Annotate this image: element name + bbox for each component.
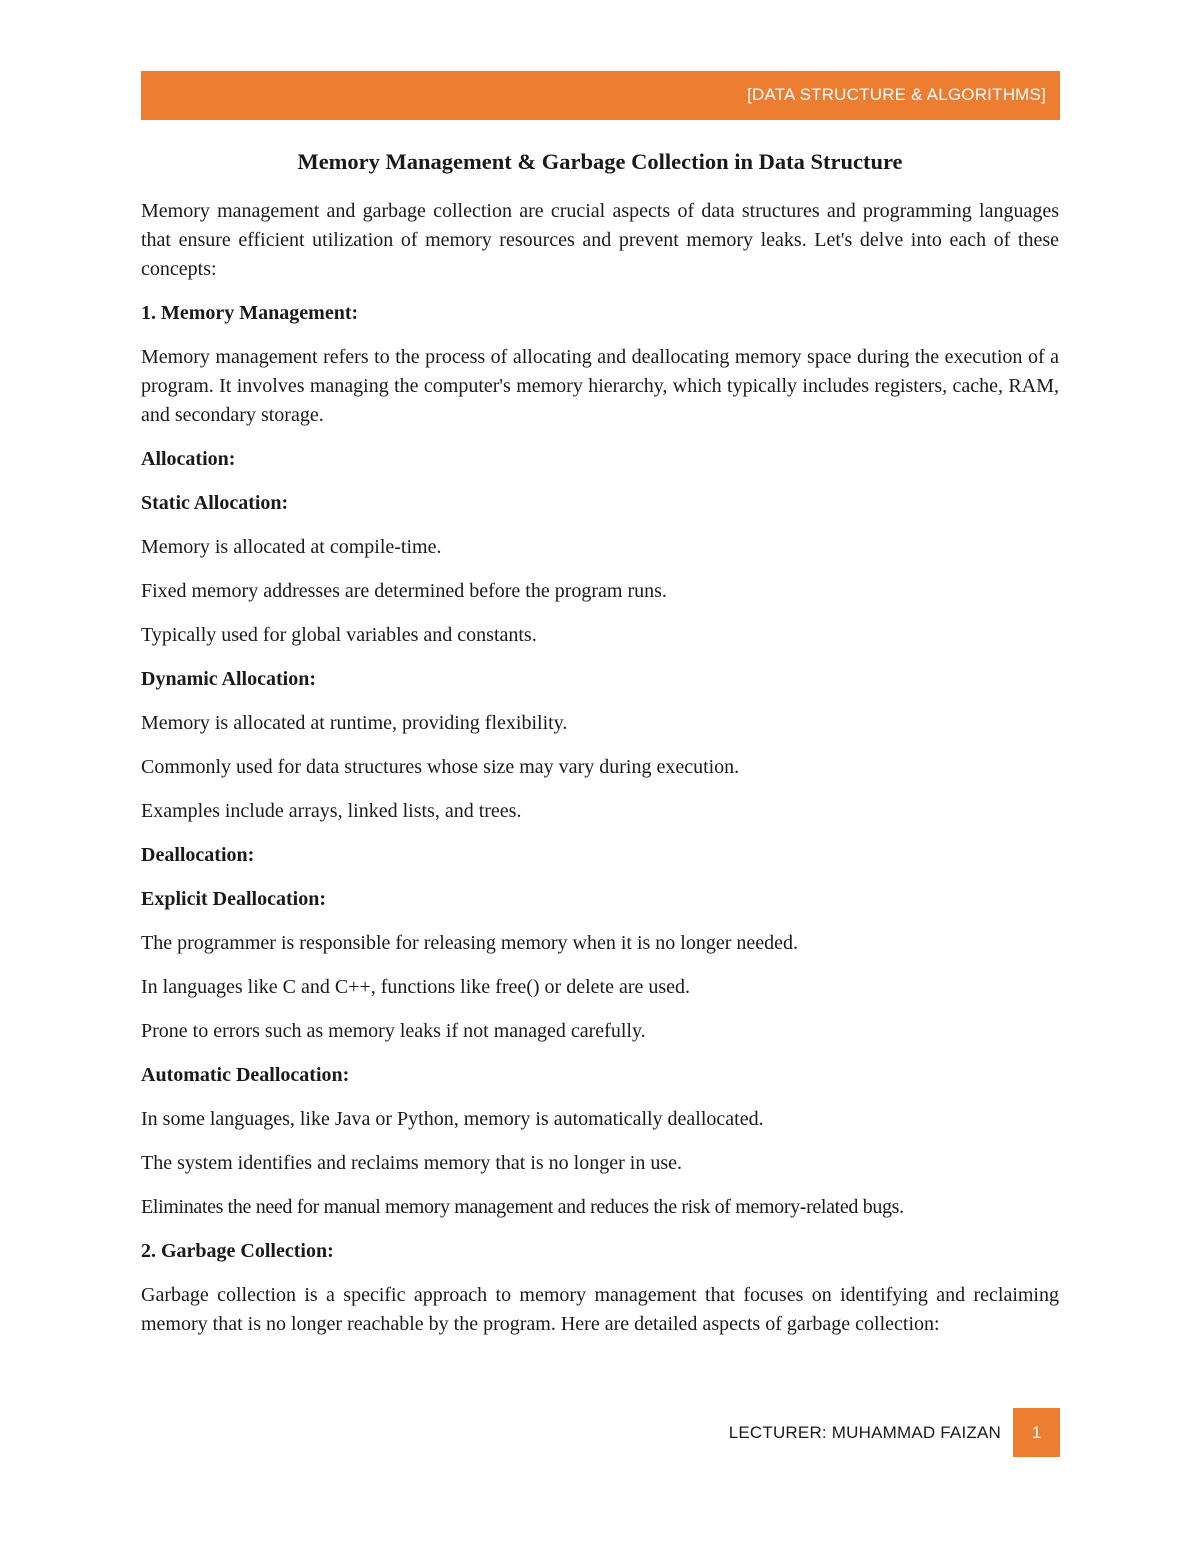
static-allocation-line: Memory is allocated at compile-time. bbox=[141, 536, 442, 558]
dynamic-allocation-line: Commonly used for data structures whose size may vary during execution. bbox=[141, 756, 740, 778]
document-body bbox=[141, 146, 1059, 1354]
garbage-collection-paragraph: Garbage collection is a specific approach to memory management that focuses on identifying and reclaiming memory that is no longer reachable by the program. Here are detailed aspects of garbage collection: bbox=[141, 1284, 1059, 1335]
header-label: [DATA STRUCTURE & ALGORITHMS] bbox=[747, 85, 1046, 104]
explicit-deallocation-line: The programmer is responsible for releasing memory when it is no longer needed. bbox=[141, 932, 799, 954]
dynamic-allocation-line: Memory is allocated at runtime, providing flexibility. bbox=[141, 712, 568, 734]
allocation-heading: Allocation: bbox=[141, 448, 236, 470]
static-allocation-line: Fixed memory addresses are determined before the program runs. bbox=[141, 580, 667, 602]
automatic-deallocation-line: In some languages, like Java or Python, memory is automatically deallocated. bbox=[141, 1108, 764, 1130]
intro-paragraph: Memory management and garbage collection are crucial aspects of data structures and programming languages that ensure efficient utilization of memory resources and prevent memory leaks. Let's delve into each of these concepts: bbox=[141, 200, 1059, 280]
header-bar bbox=[141, 71, 1060, 120]
memory-management-paragraph: Memory management refers to the process of allocating and deallocating memory space during the execution of a program. It involves managing the computer's memory hierarchy, which typically includes registers, cache, RAM, and secondary storage. bbox=[141, 346, 1059, 426]
explicit-deallocation-heading: Explicit Deallocation: bbox=[141, 888, 326, 910]
automatic-deallocation-line: The system identifies and reclaims memory that is no longer in use. bbox=[141, 1152, 682, 1174]
automatic-deallocation-line: Eliminates the need for manual memory management and reduces the risk of memory-related bugs. bbox=[141, 1196, 904, 1218]
explicit-deallocation-line: In languages like C and C++, functions like free() or delete are used. bbox=[141, 976, 691, 998]
document-title: Memory Management & Garbage Collection in Data Structure bbox=[297, 149, 903, 174]
static-allocation-line: Typically used for global variables and constants. bbox=[141, 624, 537, 646]
static-allocation-heading: Static Allocation: bbox=[141, 492, 289, 514]
deallocation-heading: Deallocation: bbox=[141, 844, 255, 866]
section-heading-memory-management: 1. Memory Management: bbox=[141, 302, 359, 324]
lecturer-label: LECTURER: MUHAMMAD FAIZAN bbox=[728, 1422, 1001, 1442]
automatic-deallocation-heading: Automatic Deallocation: bbox=[141, 1064, 350, 1086]
section-heading-garbage-collection: 2. Garbage Collection: bbox=[141, 1240, 334, 1262]
page-footer bbox=[729, 1408, 1060, 1457]
dynamic-allocation-line: Examples include arrays, linked lists, and trees. bbox=[141, 800, 522, 822]
page-number-badge: 1 bbox=[1013, 1408, 1060, 1457]
explicit-deallocation-line: Prone to errors such as memory leaks if not managed carefully. bbox=[141, 1020, 646, 1042]
dynamic-allocation-heading: Dynamic Allocation: bbox=[141, 668, 316, 690]
